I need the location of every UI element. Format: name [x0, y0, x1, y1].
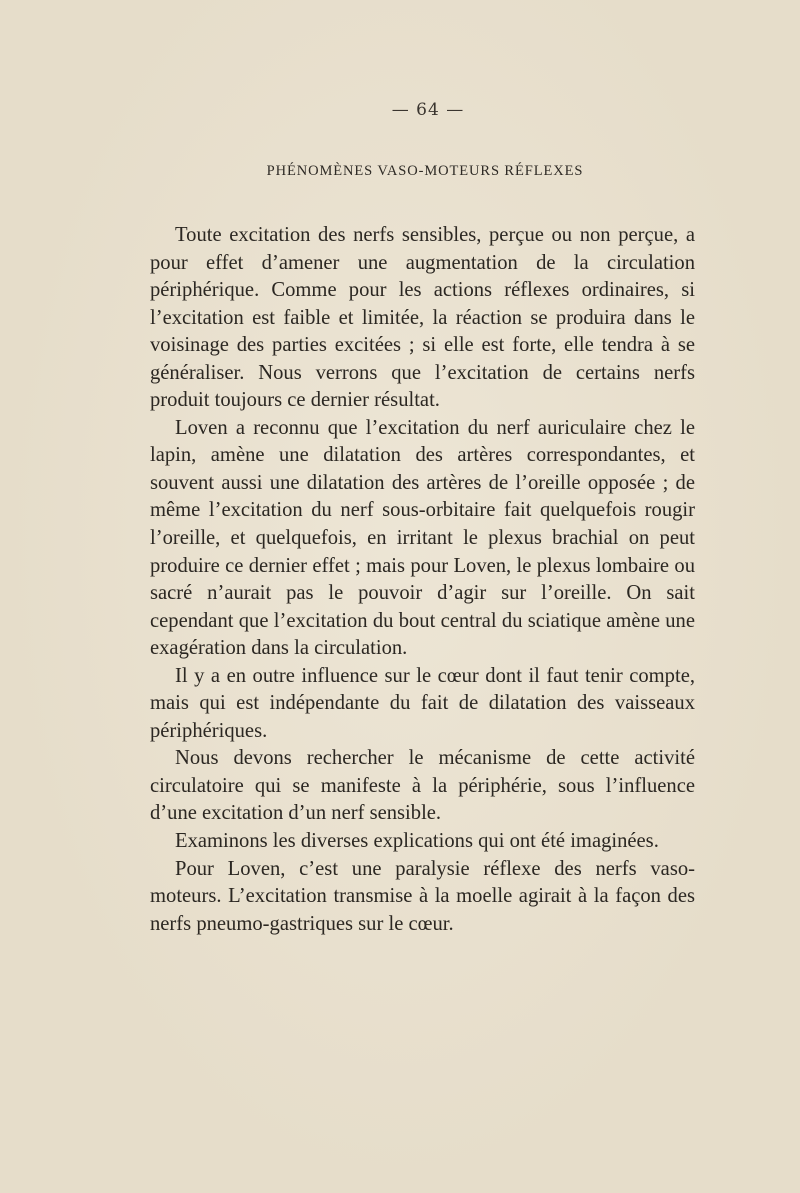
paragraph-4: Nous devons rechercher le mécanisme de cette activité circulatoire qui se manifeste à la périphérie, sous l’influence d’une excitation d’un nerf sensible.: [150, 747, 695, 825]
page-number: — 64 —: [391, 100, 465, 120]
paragraph-6: Pour Loven, c’est une paralysie réflexe des nerfs vaso-moteurs. L’excitation transmise à la moelle agirait à la façon des nerfs pneumo-gastriques sur le cœur.: [150, 857, 695, 935]
paragraph-3: Il y a en outre influence sur le cœur dont il faut tenir compte, mais qui est indépendante du fait de dilatation des vaisseaux périphériques.: [150, 664, 695, 742]
paragraph-1: Toute excitation des nerfs sensibles, perçue ou non perçue, a pour effet d’amener une augmentation de la circulation périphérique. Comme pour les actions réflexes ordinaires, si l’excitation est faible et limitée, la réaction se produira dans le voisinage des parties excitées ; si elle est forte, elle tendra à se généraliser. Nous verrons que l’excitation de certains nerfs produit toujours ce dernier résultat.: [150, 224, 695, 412]
body-text: [150, 222, 695, 938]
paragraph-2: Loven a reconnu que l’excitation du nerf auriculaire chez le lapin, amène une dilatation des artères correspondantes, et souvent aussi une dilatation des artères de l’oreille opposée ; de même l’excitation du nerf sous-orbitaire fait quelquefois rougir l’oreille, et quelquefois, en irritant le plexus brachial on peut produire ce dernier effet ; mais pour Loven, le plexus lombaire ou sacré n’aurait pas le pouvoir d’agir sur l’oreille. On sait cependant que l’excitation du bout central du sciatique amène une exagération dans la circulation.: [150, 416, 695, 660]
section-title: PHÉNOMÈNES VASO-MOTEURS RÉFLEXES: [266, 163, 584, 179]
paragraph-5: Examinons les diverses explications qui ont été imaginées.: [175, 830, 659, 853]
